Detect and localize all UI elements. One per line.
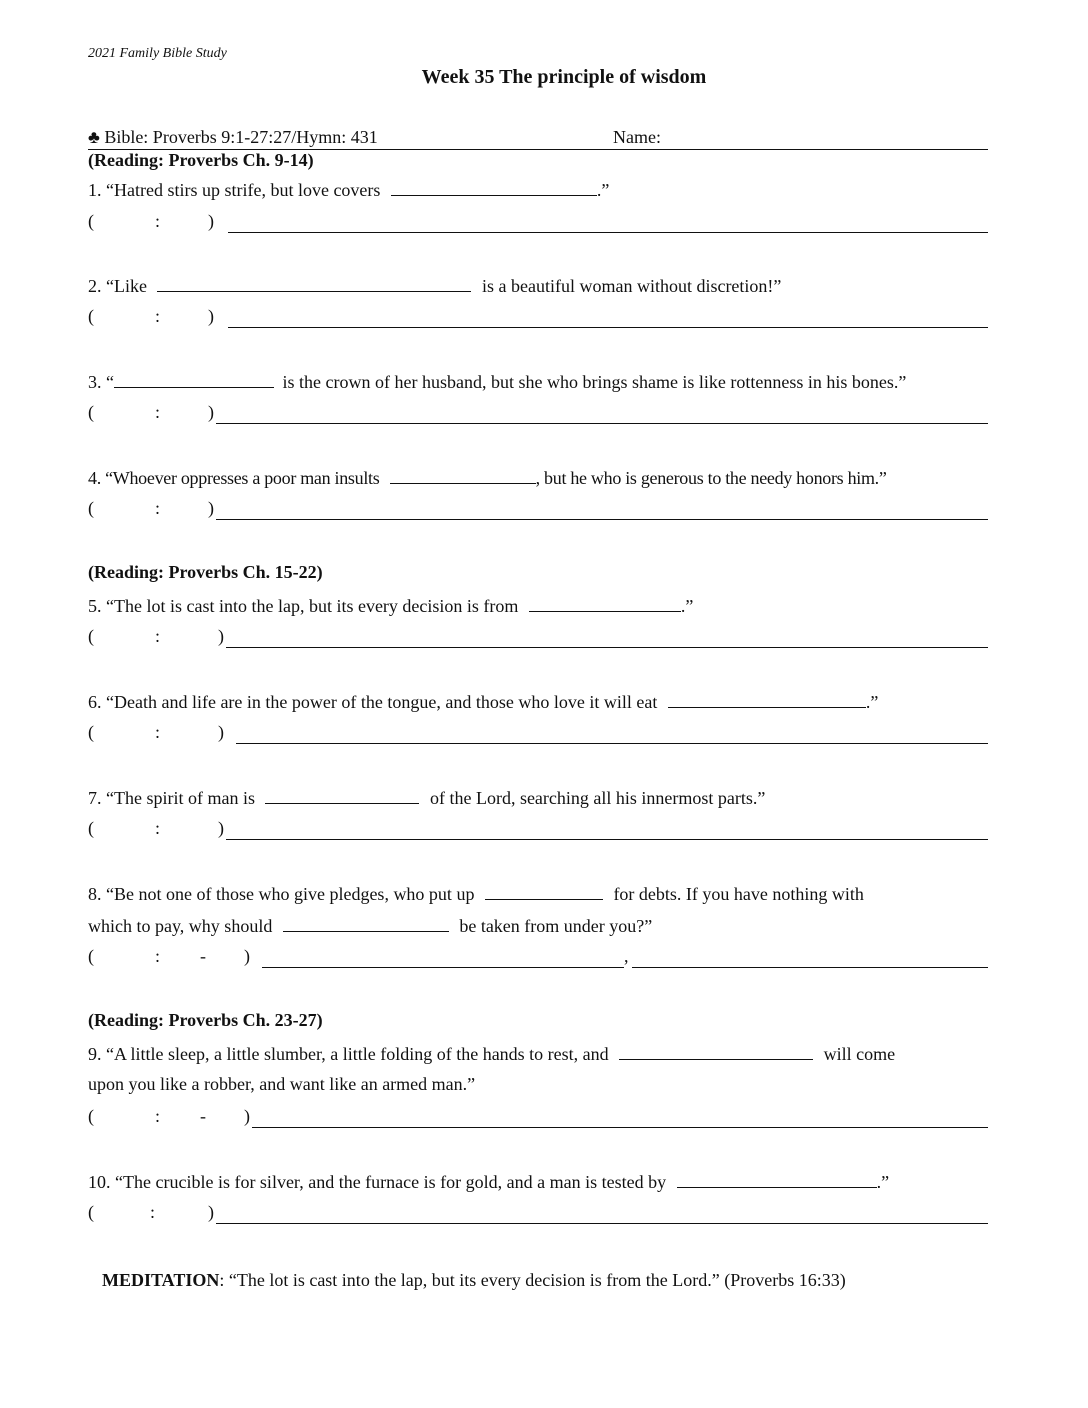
question-9-continued [88,1074,475,1095]
ref-colon: : [155,498,161,518]
ref-close: ) [208,211,214,231]
ref-colon: : [155,626,161,646]
ref-open: ( [88,722,94,742]
ref-close: ) [208,1202,214,1222]
reference-answer-line[interactable] [632,967,988,968]
question-text: .” [876,1172,890,1192]
ref-colon: : [155,722,161,742]
question-text: be taken from under you?” [459,916,653,936]
reference-answer-line[interactable] [236,743,988,744]
answer-blank[interactable] [283,914,449,932]
question-text: 6. “Death and life are in the power of the tongue, and those who love it will eat [88,692,658,712]
question-text: 4. “Whoever oppresses a poor man insults [88,468,380,488]
answer-blank[interactable] [390,466,536,484]
running-head: 2021 Family Bible Study [88,46,227,61]
question-text: 9. “A little sleep, a little slumber, a little folding of the hands to rest, and [88,1044,609,1064]
answer-blank[interactable] [677,1170,877,1188]
reference-row [88,402,988,424]
meditation-label: MEDITATION [102,1270,220,1290]
question-2 [88,274,781,297]
bible-reference: ♣ Bible: Proverbs 9:1-27:27/Hymn: 431 [88,127,378,147]
reference-row [88,722,988,744]
reference-answer-line[interactable] [226,647,988,648]
question-3 [88,370,906,393]
ref-close: ) [218,626,224,646]
answer-blank[interactable] [157,274,471,292]
answer-blank[interactable] [668,690,866,708]
question-text: 8. “Be not one of those who give pledges, who put up [88,884,475,904]
ref-open: ( [88,1106,94,1126]
reference-row [88,1202,988,1224]
ref-colon: : [155,946,161,966]
ref-close: ) [218,722,224,742]
ref-colon: : [155,402,161,422]
ref-close: ) [208,402,214,422]
question-text: is a beautiful woman without discretion!” [481,276,782,296]
question-8 [88,882,864,905]
question-9 [88,1042,895,1065]
question-10 [88,1170,889,1193]
question-text: is the crown of her husband, but she who brings shame is like rottenness in his bones.” [282,372,907,392]
section-heading: (Reading: Proverbs Ch. 9-14) [88,150,314,170]
question-text: .” [865,692,879,712]
ref-open: ( [88,1202,94,1222]
reference-answer-line[interactable] [262,967,624,968]
reference-answer-line[interactable] [216,423,988,424]
ref-colon: : [150,1202,156,1222]
reference-row [88,211,988,233]
ref-open: ( [88,946,94,966]
ref-dash: - [200,1106,206,1126]
question-text: of the Lord, searching all his innermost parts.” [429,788,766,808]
question-text: 7. “The spirit of man is [88,788,255,808]
ref-open: ( [88,306,94,326]
ref-open: ( [88,402,94,422]
ref-close: ) [218,818,224,838]
reference-answer-line[interactable] [252,1127,988,1128]
question-1 [88,178,609,201]
question-7 [88,786,765,809]
ref-colon: : [155,306,161,326]
ref-colon: : [155,818,161,838]
reference-row [88,306,988,328]
name-label: Name: [613,127,661,147]
question-8-continued [88,914,652,937]
question-5 [88,594,693,617]
reference-answer-line[interactable] [216,519,988,520]
question-text: which to pay, why should [88,916,273,936]
reference-row [88,498,988,520]
reference-row [88,1106,988,1128]
reference-row [88,626,988,648]
answer-blank[interactable] [114,370,274,388]
question-text: 1. “Hatred stirs up strife, but love covers [88,180,381,200]
reference-answer-line[interactable] [228,327,988,328]
ref-close: ) [208,498,214,518]
ref-close: ) [208,306,214,326]
reference-answer-line[interactable] [228,232,988,233]
reference-answer-line[interactable] [226,839,988,840]
question-text: 10. “The crucible is for silver, and the furnace is for gold, and a man is tested by [88,1172,667,1192]
meditation [102,1270,846,1291]
question-text: for debts. If you have nothing with [613,884,864,904]
question-6 [88,690,878,713]
question-text: will come [823,1044,896,1064]
answer-blank[interactable] [529,594,681,612]
answer-blank[interactable] [391,178,597,196]
reference-answer-line[interactable] [216,1223,988,1224]
question-4 [88,466,887,489]
question-text: 3. “ [88,372,114,392]
section-heading: (Reading: Proverbs Ch. 15-22) [88,562,323,582]
ref-colon: : [155,1106,161,1126]
answer-blank[interactable] [619,1042,813,1060]
ref-dash: - [200,946,206,966]
reference-row [88,818,988,840]
reference-row [88,946,988,968]
question-text: 5. “The lot is cast into the lap, but its every decision is from [88,596,519,616]
ref-open: ( [88,626,94,646]
ref-close: ) [244,1106,250,1126]
section-heading: (Reading: Proverbs Ch. 23-27) [88,1010,323,1030]
question-text: , but he who is generous to the needy honors him.” [535,468,887,488]
worksheet-header [88,127,988,150]
question-text: upon you like a robber, and want like an armed man.” [88,1074,476,1094]
answer-blank[interactable] [265,786,419,804]
answer-blank[interactable] [485,882,603,900]
question-text: 2. “Like [88,276,147,296]
ref-comma: , [624,946,629,966]
ref-open: ( [88,498,94,518]
ref-colon: : [155,211,161,231]
question-text: .” [680,596,694,616]
ref-open: ( [88,211,94,231]
page-title: Week 35 The principle of wisdom [421,66,707,88]
ref-open: ( [88,818,94,838]
meditation-text: : “The lot is cast into the lap, but its every decision is from the Lord.” (Proverbs 16:33) [219,1270,846,1290]
question-text: .” [596,180,610,200]
ref-close: ) [244,946,250,966]
